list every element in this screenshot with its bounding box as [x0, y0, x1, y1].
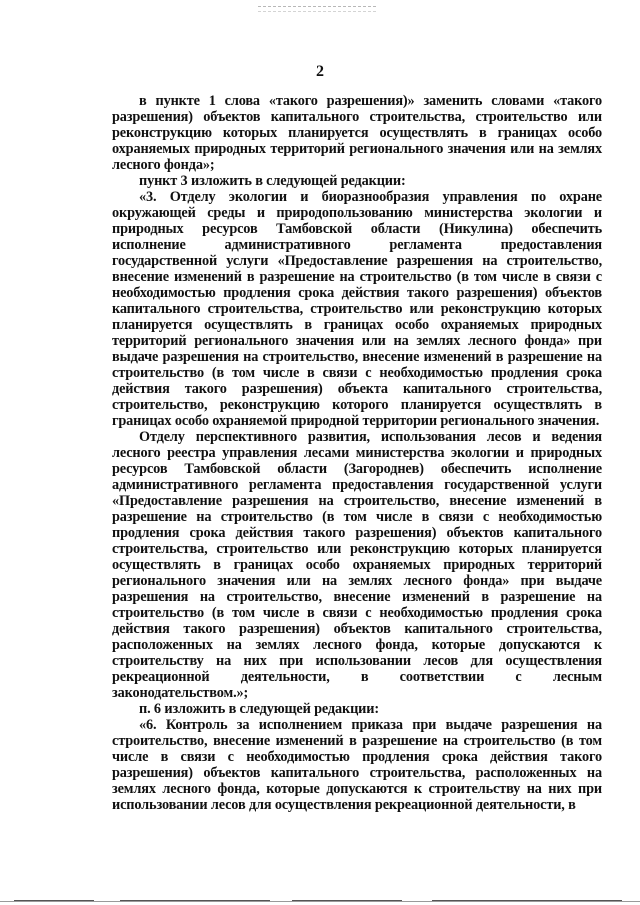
scan-header-mark	[258, 6, 376, 12]
paragraph-item3-forest-dept: Отделу перспективного развития, использования лесов и ведения лесного реестра управления лесами министерства экологии и природных ресурсов Тамбовской области (Загороднев) обеспечить исполнение административного регламента предоставления государственной услуги «Предоставление разрешения на строительство, внесение изменений в разрешение на строительство (в том числе в связи с необходимостью продления срока действия такого разрешения) объектов капитального строительства, строительство или реконструкцию которых планируется осуществлять в границах особо охраняемых природных территорий регионального значения или на землях лесного фонда» при выдаче разрешения на строительство, внесение изменений в разрешение на строительство (в том числе в связи с необходимостью продления срока действия такого разрешения) объектов капитального строительства, расположенных на землях лесного фонда, которые допускаются к строительству на них при использовании лесов для осуществления рекреационной деятельности, в соответствии с лесным законодательством.»;	[112, 429, 602, 701]
paragraph-item3-intro: пункт 3 изложить в следующей редакции:	[139, 173, 406, 189]
paragraph-item6-intro: п. 6 изложить в следующей редакции:	[139, 701, 379, 717]
page-number: 2	[316, 63, 324, 80]
paragraph-item6-control: «6. Контроль за исполнением приказа при выдаче разрешения на строительство, внесение изменений в разрешение на строительство (в том числе в связи с необходимостью продления срока действия такого разрешения) объектов капитального строительства, расположенных на землях лесного фонда, которые допускаются к строительству на них при использовании лесов для осуществления рекреационной деятельности, в	[112, 717, 602, 813]
paragraph-item3-ecology-dept: «3. Отделу экологии и биоразнообразия управления по охране окружающей среды и природопользованию министерства экологии и природных ресурсов Тамбовской области (Никулина) обеспечить исполнение административного регламента предоставления государственной услуги «Предоставление разрешения на строительство, внесение изменений в разрешение на строительство (в том числе в связи с необходимостью продления срока действия такого разрешения) объектов капитального строительства, строительство или реконструкцию которых планируется осуществлять в границах особо охраняемых природных территорий регионального значения или на землях лесного фонда» при выдаче разрешения на строительство, внесение изменений в разрешение на строительство (в том числе в связи с необходимостью продления срока действия такого разрешения) объекта капитального строительства, строительство, реконструкцию которого планируется осуществлять в границах особо охраняемой природной территории регионального значения.	[112, 189, 602, 429]
scan-footer-rule	[0, 898, 640, 902]
paragraph-item1-replacement: в пункте 1 слова «такого разрешения)» заменить словами «такого разрешения) объектов капитального строительства, строительство или реконструкцию которых планируется осуществлять в границах особо охраняемых природных территорий регионального значения или на землях лесного фонда»;	[112, 93, 602, 173]
document-body	[112, 93, 602, 813]
